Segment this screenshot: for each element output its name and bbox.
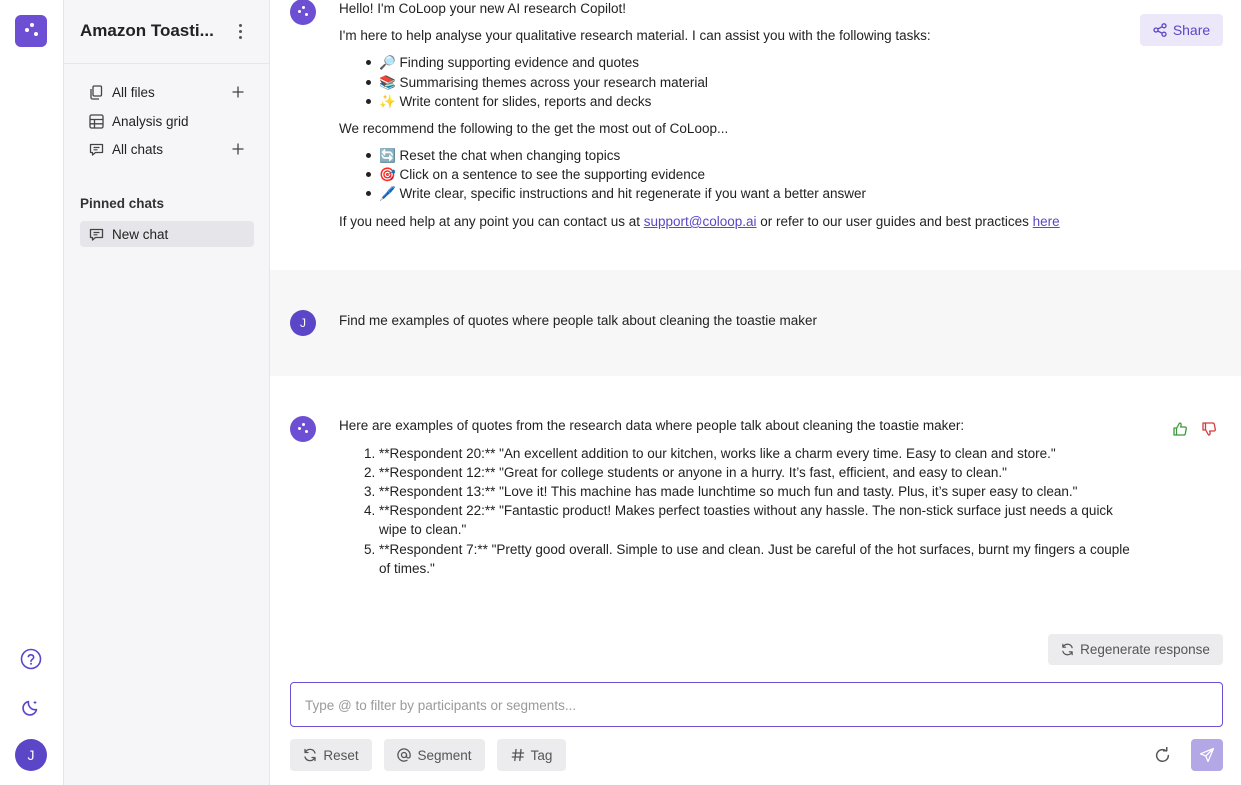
- files-icon: [88, 84, 104, 100]
- help-middle: or refer to our user guides and best practices: [756, 214, 1033, 229]
- reset-label: Reset: [323, 747, 359, 763]
- list-item-text[interactable]: **Respondent 7:** "Pretty good overall. Simple to use and clean. Just be careful of the hot surfaces, burnt my fingers a couple of times.": [379, 542, 1130, 576]
- dark-mode-icon[interactable]: [18, 694, 44, 720]
- response-list-item: [364, 482, 1139, 501]
- regenerate-label: Regenerate response: [1080, 642, 1210, 657]
- sidebar-header: [64, 0, 270, 64]
- list-number: 4.: [364, 503, 376, 518]
- user-avatar[interactable]: [15, 739, 47, 771]
- coloop-bot-avatar: [290, 0, 316, 25]
- refresh-icon[interactable]: [1152, 745, 1172, 765]
- task-item: 📚 Summarising themes across your research material: [379, 75, 708, 90]
- segment-label: Segment: [417, 747, 472, 763]
- list-item-text[interactable]: **Respondent 22:** "Fantastic product! Makes perfect toasties without any hassle. The non-stick surface just needs a quick wipe to clean.": [379, 503, 1113, 537]
- sidebar-item-analysis-grid[interactable]: [80, 108, 254, 134]
- sidebar-item-label: All chats: [112, 141, 164, 157]
- list-number: 2.: [364, 465, 376, 480]
- sidebar: [64, 0, 270, 785]
- send-button[interactable]: [1191, 739, 1223, 771]
- help-icon[interactable]: [18, 646, 44, 672]
- reset-icon: [303, 748, 317, 762]
- user-message-text: Find me examples of quotes where people talk about cleaning the toastie maker: [339, 313, 818, 328]
- chat-icon: [88, 141, 104, 157]
- list-number: 3.: [364, 484, 376, 499]
- tag-button[interactable]: [497, 739, 566, 771]
- sidebar-item-all-files[interactable]: [80, 79, 254, 105]
- share-label: Share: [1172, 22, 1211, 38]
- list-number: 5.: [364, 542, 376, 557]
- at-sign-icon: [397, 748, 411, 762]
- more-options-icon[interactable]: [232, 21, 248, 41]
- chat-main: [270, 0, 1241, 785]
- thumbs-up-icon[interactable]: [1171, 420, 1189, 438]
- tip-item: 🔄 Reset the chat when changing topics: [379, 148, 621, 163]
- regenerate-response-button[interactable]: [1048, 634, 1223, 665]
- user-message: [270, 270, 1241, 376]
- grid-icon: [88, 113, 104, 129]
- reset-button[interactable]: [290, 739, 372, 771]
- coloop-bot-avatar: [290, 416, 316, 442]
- support-email-link[interactable]: support@coloop.ai: [643, 214, 757, 229]
- sidebar-item-label: All files: [112, 84, 155, 100]
- chat-input-box[interactable]: [290, 682, 1223, 727]
- sidebar-item-all-chats[interactable]: [80, 136, 254, 162]
- best-practices-link[interactable]: here: [1032, 214, 1060, 229]
- add-chat-icon[interactable]: [230, 141, 246, 157]
- segment-button[interactable]: [384, 739, 485, 771]
- welcome-recommend: We recommend the following to the get the most out of CoLoop...: [339, 121, 729, 136]
- list-number: 1.: [364, 446, 376, 461]
- hash-icon: [511, 748, 525, 762]
- list-item-text[interactable]: **Respondent 13:** "Love it! This machine has made lunchtime so much fun and tasty. Plus, it’s super easy to clean.": [379, 484, 1078, 499]
- welcome-greeting: Hello! I'm CoLoop your new AI research Copilot!: [339, 1, 626, 16]
- thumbs-down-icon[interactable]: [1200, 420, 1218, 438]
- pinned-chat-new-chat[interactable]: [80, 221, 254, 247]
- task-item: 🔎 Finding supporting evidence and quotes: [379, 55, 639, 70]
- share-icon: [1153, 23, 1167, 37]
- pinned-chat-label: New chat: [112, 226, 169, 242]
- response-list-item: [364, 540, 1139, 578]
- chat-input[interactable]: [305, 695, 1205, 715]
- share-button[interactable]: [1140, 14, 1223, 46]
- project-title[interactable]: Amazon Toasti...: [80, 21, 214, 40]
- bot-welcome-message: [270, 0, 1241, 270]
- left-rail: [0, 0, 64, 785]
- response-list-item: [364, 463, 1139, 482]
- help-prefix: If you need help at any point you can contact us at: [339, 214, 644, 229]
- response-list-item: [364, 444, 1139, 463]
- bot-response-message: [270, 376, 1241, 616]
- send-icon: [1199, 747, 1215, 763]
- welcome-intro: I'm here to help analyse your qualitative research material. I can assist you with the following tasks:: [339, 28, 931, 43]
- task-item: ✨ Write content for slides, reports and decks: [379, 94, 652, 109]
- sidebar-item-label: Analysis grid: [112, 113, 189, 129]
- tip-item: 🖊️ Write clear, specific instructions and hit regenerate if you want a better answer: [379, 186, 867, 201]
- tag-label: Tag: [530, 747, 553, 763]
- chat-icon: [88, 226, 104, 242]
- welcome-help-text: [339, 212, 1060, 231]
- coloop-logo[interactable]: [15, 15, 47, 47]
- add-file-icon[interactable]: [230, 84, 246, 100]
- user-avatar-letter: J: [27, 747, 35, 763]
- response-list-item: [364, 501, 1139, 539]
- list-item-text[interactable]: **Respondent 12:** "Great for college students or anyone in a hurry. It’s fast, efficient, and easy to clean.": [379, 465, 1007, 480]
- tip-item: 🎯 Click on a sentence to see the supporting evidence: [379, 167, 706, 182]
- user-message-avatar-letter: J: [300, 316, 306, 330]
- user-message-avatar: [290, 310, 316, 336]
- regenerate-icon: [1061, 643, 1074, 656]
- pinned-chats-heading: Pinned chats: [80, 196, 165, 211]
- response-intro: Here are examples of quotes from the research data where people talk about cleaning the toastie maker:: [339, 418, 965, 433]
- list-item-text[interactable]: **Respondent 20:** "An excellent addition to our kitchen, works like a charm every time. Easy to clean and store.": [379, 446, 1056, 461]
